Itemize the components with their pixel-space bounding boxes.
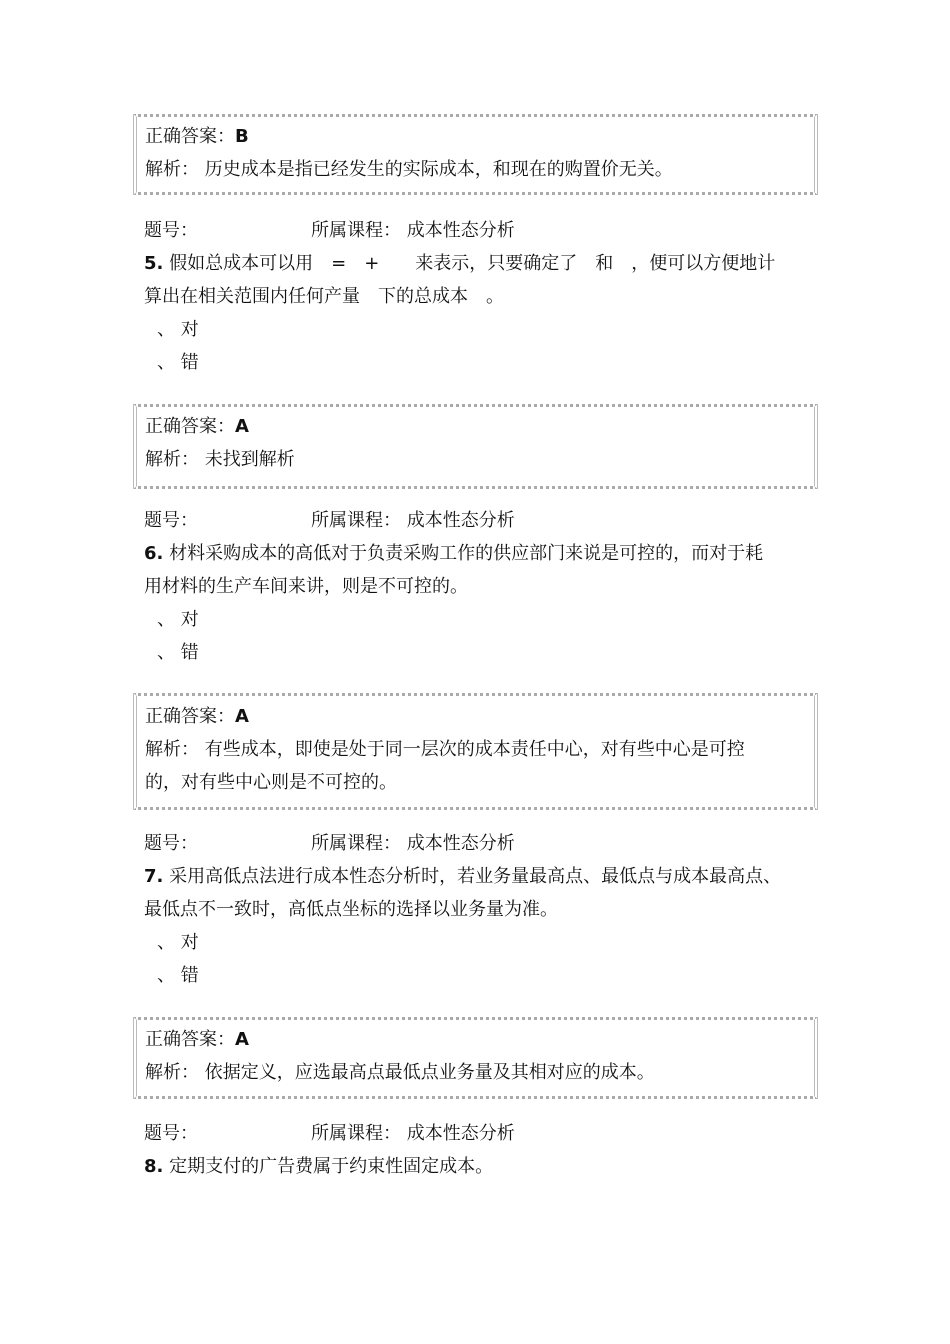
question-id-label: 题号：: [144, 220, 198, 241]
question-number: 7.: [144, 866, 164, 887]
answer-label: 正确答案：: [145, 416, 235, 437]
course-meta: [311, 1117, 515, 1150]
question-text: [144, 860, 781, 893]
course-meta: [311, 214, 515, 247]
question-meta: [144, 1117, 198, 1150]
analysis-text: 历史成本是指已经发生的实际成本，和现在的购置价无关。: [204, 159, 673, 180]
analysis-line: [145, 1056, 655, 1089]
analysis-line: [145, 153, 673, 186]
answer-label: 正确答案：: [145, 1029, 235, 1050]
analysis-label: 解析：: [145, 449, 199, 470]
question-meta: [144, 827, 198, 860]
answer-box: [133, 1017, 818, 1099]
option-false[interactable]: 、 错: [157, 352, 199, 373]
course-name: 成本性态分析: [406, 510, 515, 531]
answer-box: [133, 404, 818, 489]
analysis-line: [145, 733, 745, 766]
analysis-line: [145, 443, 295, 476]
course-name: 成本性态分析: [406, 220, 515, 241]
answer-value: A: [235, 1029, 249, 1050]
course-name: 成本性态分析: [406, 833, 515, 854]
analysis-line-cont: [145, 766, 397, 799]
question-text-cont: [144, 280, 504, 313]
question-line: 材料采购成本的高低对于负责采购工作的供应部门来说是可控的，而对于耗: [169, 543, 764, 564]
question-line: 定期支付的广告费属于约束性固定成本。: [169, 1156, 494, 1177]
analysis-text: 的，对有些中心则是不可控的。: [145, 772, 397, 793]
analysis-label: 解析：: [145, 1062, 199, 1083]
course-meta: [311, 827, 515, 860]
question-number: 5.: [144, 253, 164, 274]
course-label: 所属课程：: [311, 1123, 401, 1144]
answer-line: [145, 120, 249, 153]
question-meta: [144, 214, 198, 247]
answer-line: [145, 410, 249, 443]
question-text-cont: [144, 893, 558, 926]
analysis-label: 解析：: [145, 739, 199, 760]
question-line: 最低点不一致时，高低点坐标的选择以业务量为准。: [144, 899, 558, 920]
course-label: 所属课程：: [311, 833, 401, 854]
option-false[interactable]: 、 错: [157, 642, 199, 663]
course-name: 成本性态分析: [406, 1123, 515, 1144]
question-line: 采用高低点法进行成本性态分析时，若业务量最高点、最低点与成本最高点、: [169, 866, 782, 887]
option-true[interactable]: 、 对: [157, 319, 199, 340]
answer-line: [145, 1023, 249, 1056]
answer-line: [145, 700, 249, 733]
question-text: [144, 537, 763, 570]
question-line: 用材料的生产车间来讲，则是不可控的。: [144, 576, 468, 597]
analysis-text: 依据定义，应选最高点最低点业务量及其相对应的成本。: [204, 1062, 655, 1083]
question-text-cont: [144, 570, 468, 603]
question-text: [144, 247, 775, 280]
course-label: 所属课程：: [311, 220, 401, 241]
question-id-label: 题号：: [144, 1123, 198, 1144]
option-true[interactable]: 、 对: [157, 609, 199, 630]
analysis-label: 解析：: [145, 159, 199, 180]
course-label: 所属课程：: [311, 510, 401, 531]
course-meta: [311, 504, 515, 537]
answer-label: 正确答案：: [145, 706, 235, 727]
answer-value: A: [235, 416, 249, 437]
analysis-text: 未找到解析: [204, 449, 295, 470]
option-true[interactable]: 、 对: [157, 932, 199, 953]
question-number: 8.: [144, 1156, 164, 1177]
question-number: 6.: [144, 543, 164, 564]
answer-label: 正确答案：: [145, 126, 235, 147]
analysis-text: 有些成本，即使是处于同一层次的成本责任中心，对有些中心是可控: [204, 739, 745, 760]
answer-value: B: [235, 126, 249, 147]
question-line: 假如总成本可以用 = + 来表示，只要确定了 和 ，便可以方便地计: [169, 253, 776, 274]
answer-box: [133, 114, 818, 195]
question-id-label: 题号：: [144, 833, 198, 854]
answer-value: A: [235, 706, 249, 727]
question-line: 算出在相关范围内任何产量 下的总成本 。: [144, 286, 504, 307]
question-meta: [144, 504, 198, 537]
option-false[interactable]: 、 错: [157, 965, 199, 986]
answer-box: [133, 693, 818, 810]
question-id-label: 题号：: [144, 510, 198, 531]
question-text: [144, 1150, 493, 1183]
